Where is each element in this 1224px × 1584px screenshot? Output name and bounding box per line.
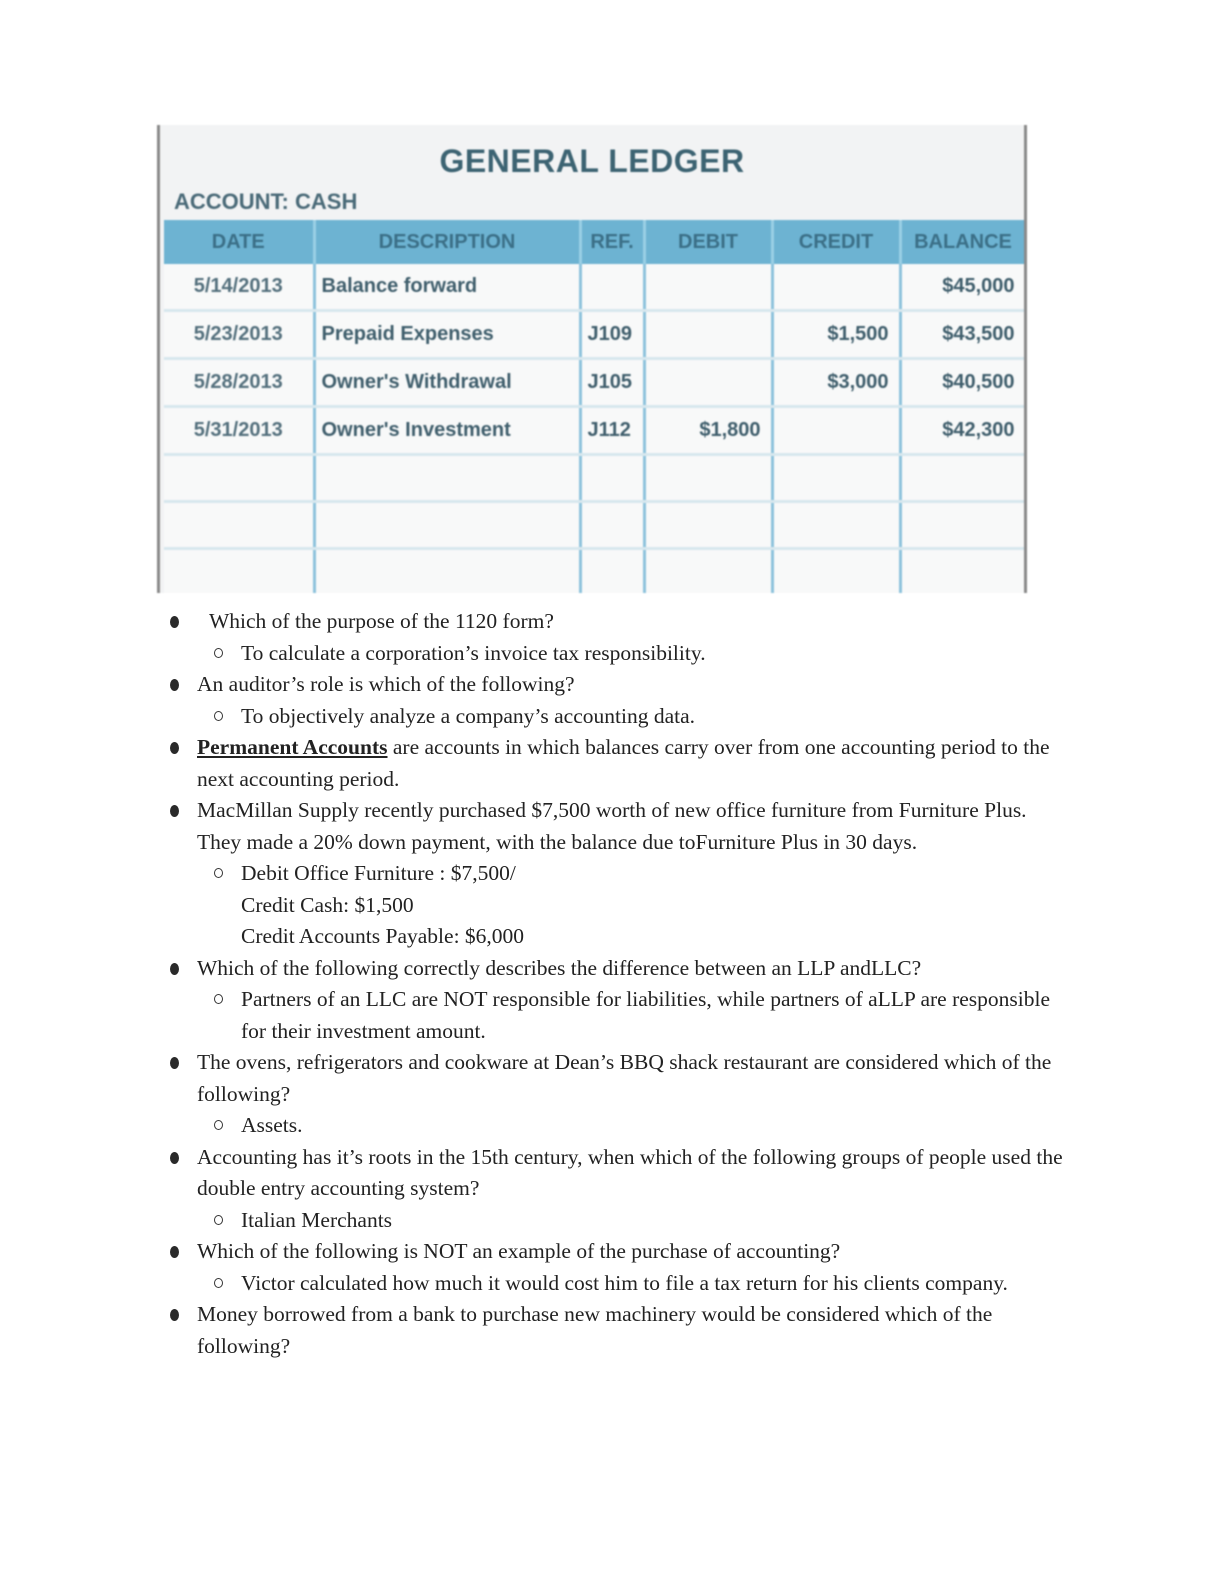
hollow-bullet-icon [214, 1120, 223, 1130]
ledger-cell-debit [644, 359, 772, 407]
ledger-cell-debit [644, 311, 772, 359]
ledger-cell-description: Prepaid Expenses [314, 311, 580, 359]
question-item [0, 1047, 1224, 1110]
ledger-header-description: DESCRIPTION [314, 220, 580, 264]
answer-item [0, 858, 1224, 953]
answer-line: Credit Accounts Payable: $6,000 [241, 924, 525, 948]
ledger-cell-debit: $1,800 [644, 407, 772, 455]
ledger-cell-date: 5/23/2013 [164, 311, 314, 359]
bullet-icon [170, 679, 179, 691]
ledger-header-balance: BALANCE [900, 220, 1026, 264]
ledger-cell-description: Balance forward [314, 264, 580, 311]
question-item [0, 732, 1224, 795]
question-item [0, 1142, 1224, 1205]
question-item [0, 795, 1224, 858]
ledger-cell-debit [644, 264, 772, 311]
answer-text: Italian Merchants [241, 1207, 393, 1232]
ledger-header-ref: REF. [580, 220, 644, 264]
question-item [0, 1236, 1224, 1268]
ledger-cell-description: Owner's Withdrawal [314, 359, 580, 407]
ledger-cell-date: 5/28/2013 [164, 359, 314, 407]
ledger-row [164, 407, 1026, 455]
hollow-bullet-icon [214, 1278, 223, 1288]
answer-item [0, 1268, 1224, 1300]
question-text: MacMillan Supply recently purchased $7,500 worth of new office furniture from Furniture Plus. They made a 20% down payment, with the balance due toFurniture Plus in 30 days. [197, 798, 1027, 854]
question-item [0, 606, 1224, 638]
ledger-title: GENERAL LEDGER [439, 143, 745, 179]
answer-item [0, 701, 1224, 733]
ledger-empty-row [164, 455, 1026, 502]
question-item [0, 953, 1224, 985]
answer-item [0, 638, 1224, 670]
permanent-accounts-term: Permanent Accounts [197, 735, 388, 759]
hollow-bullet-icon [214, 648, 223, 658]
ledger-header-debit: DEBIT [644, 220, 772, 264]
question-item [0, 1299, 1224, 1362]
bullet-icon [170, 742, 179, 754]
ledger-account-label: ACCOUNT: CASH [174, 189, 358, 214]
ledger-cell-description: Owner's Investment [314, 407, 580, 455]
bullet-icon [170, 1057, 179, 1069]
question-text: An auditor’s role is which of the following? [197, 672, 575, 696]
answer-text: Victor calculated how much it would cost him to file a tax return for his clients company. [241, 1270, 1008, 1295]
answer-line: Debit Office Furniture : $7,500/ [241, 861, 516, 885]
ledger-row [164, 311, 1026, 359]
ledger-table [164, 220, 1027, 593]
bullet-icon [170, 1152, 179, 1164]
question-text: The ovens, refrigerators and cookware at Dean’s BBQ shack restaurant are considered which of the following? [197, 1050, 1052, 1106]
question-text: Which of the purpose of the 1120 form? [209, 609, 554, 633]
question-text: Accounting has it’s roots in the 15th century, when which of the following groups of people used the double entry accounting system? [197, 1144, 1063, 1200]
ledger-cell-date: 5/14/2013 [164, 264, 314, 311]
answer-text: To objectively analyze a company’s accounting data. [241, 703, 695, 728]
ledger-empty-row [164, 502, 1026, 549]
ledger-cell-credit [772, 264, 900, 311]
ledger-cell-ref: J112 [580, 407, 644, 455]
answer-item [0, 1205, 1224, 1237]
ledger-cell-balance: $43,500 [900, 311, 1026, 359]
answer-line: Credit Cash: $1,500 [241, 892, 414, 917]
ledger-cell-ref [580, 264, 644, 311]
ledger-cell-balance: $42,300 [900, 407, 1026, 455]
ledger-cell-balance: $45,000 [900, 264, 1026, 311]
general-ledger-image [157, 125, 1027, 593]
bullet-icon [170, 616, 179, 628]
question-text: are accounts in which balances carry over from one accounting period to the next accounting period. [197, 735, 1050, 791]
ledger-empty-row [164, 549, 1026, 594]
hollow-bullet-icon [214, 1215, 223, 1225]
bullet-icon [170, 963, 179, 975]
question-text: Money borrowed from a bank to purchase new machinery would be considered which of the following? [197, 1302, 993, 1358]
answer-item [0, 1110, 1224, 1142]
question-item [0, 669, 1224, 701]
ledger-row [164, 359, 1026, 407]
ledger-cell-date: 5/31/2013 [164, 407, 314, 455]
hollow-bullet-icon [214, 711, 223, 721]
question-text: Which of the following is NOT an example of the purchase of accounting? [197, 1239, 841, 1263]
answer-item [0, 984, 1224, 1047]
answer-text: To calculate a corporation’s invoice tax responsibility. [241, 640, 706, 665]
ledger-header-date: DATE [164, 220, 314, 264]
ledger-row [164, 264, 1026, 311]
ledger-header-row [164, 220, 1026, 264]
ledger-cell-ref: J109 [580, 311, 644, 359]
ledger-cell-balance: $40,500 [900, 359, 1026, 407]
hollow-bullet-icon [214, 868, 223, 878]
ledger-cell-credit [772, 407, 900, 455]
ledger-cell-ref: J105 [580, 359, 644, 407]
ledger-cell-credit: $3,000 [772, 359, 900, 407]
study-notes-list [0, 606, 1224, 1362]
bullet-icon [170, 1309, 179, 1321]
question-text: Which of the following correctly describes the difference between an LLP andLLC? [197, 955, 922, 980]
bullet-icon [170, 1246, 179, 1258]
ledger-cell-credit: $1,500 [772, 311, 900, 359]
ledger-header-credit: CREDIT [772, 220, 900, 264]
bullet-icon [170, 805, 179, 817]
answer-text: Assets. [241, 1113, 303, 1137]
answer-text: Partners of an LLC are NOT responsible for liabilities, while partners of aLLP are responsible for their investment amount. [241, 987, 1051, 1043]
hollow-bullet-icon [214, 994, 223, 1004]
